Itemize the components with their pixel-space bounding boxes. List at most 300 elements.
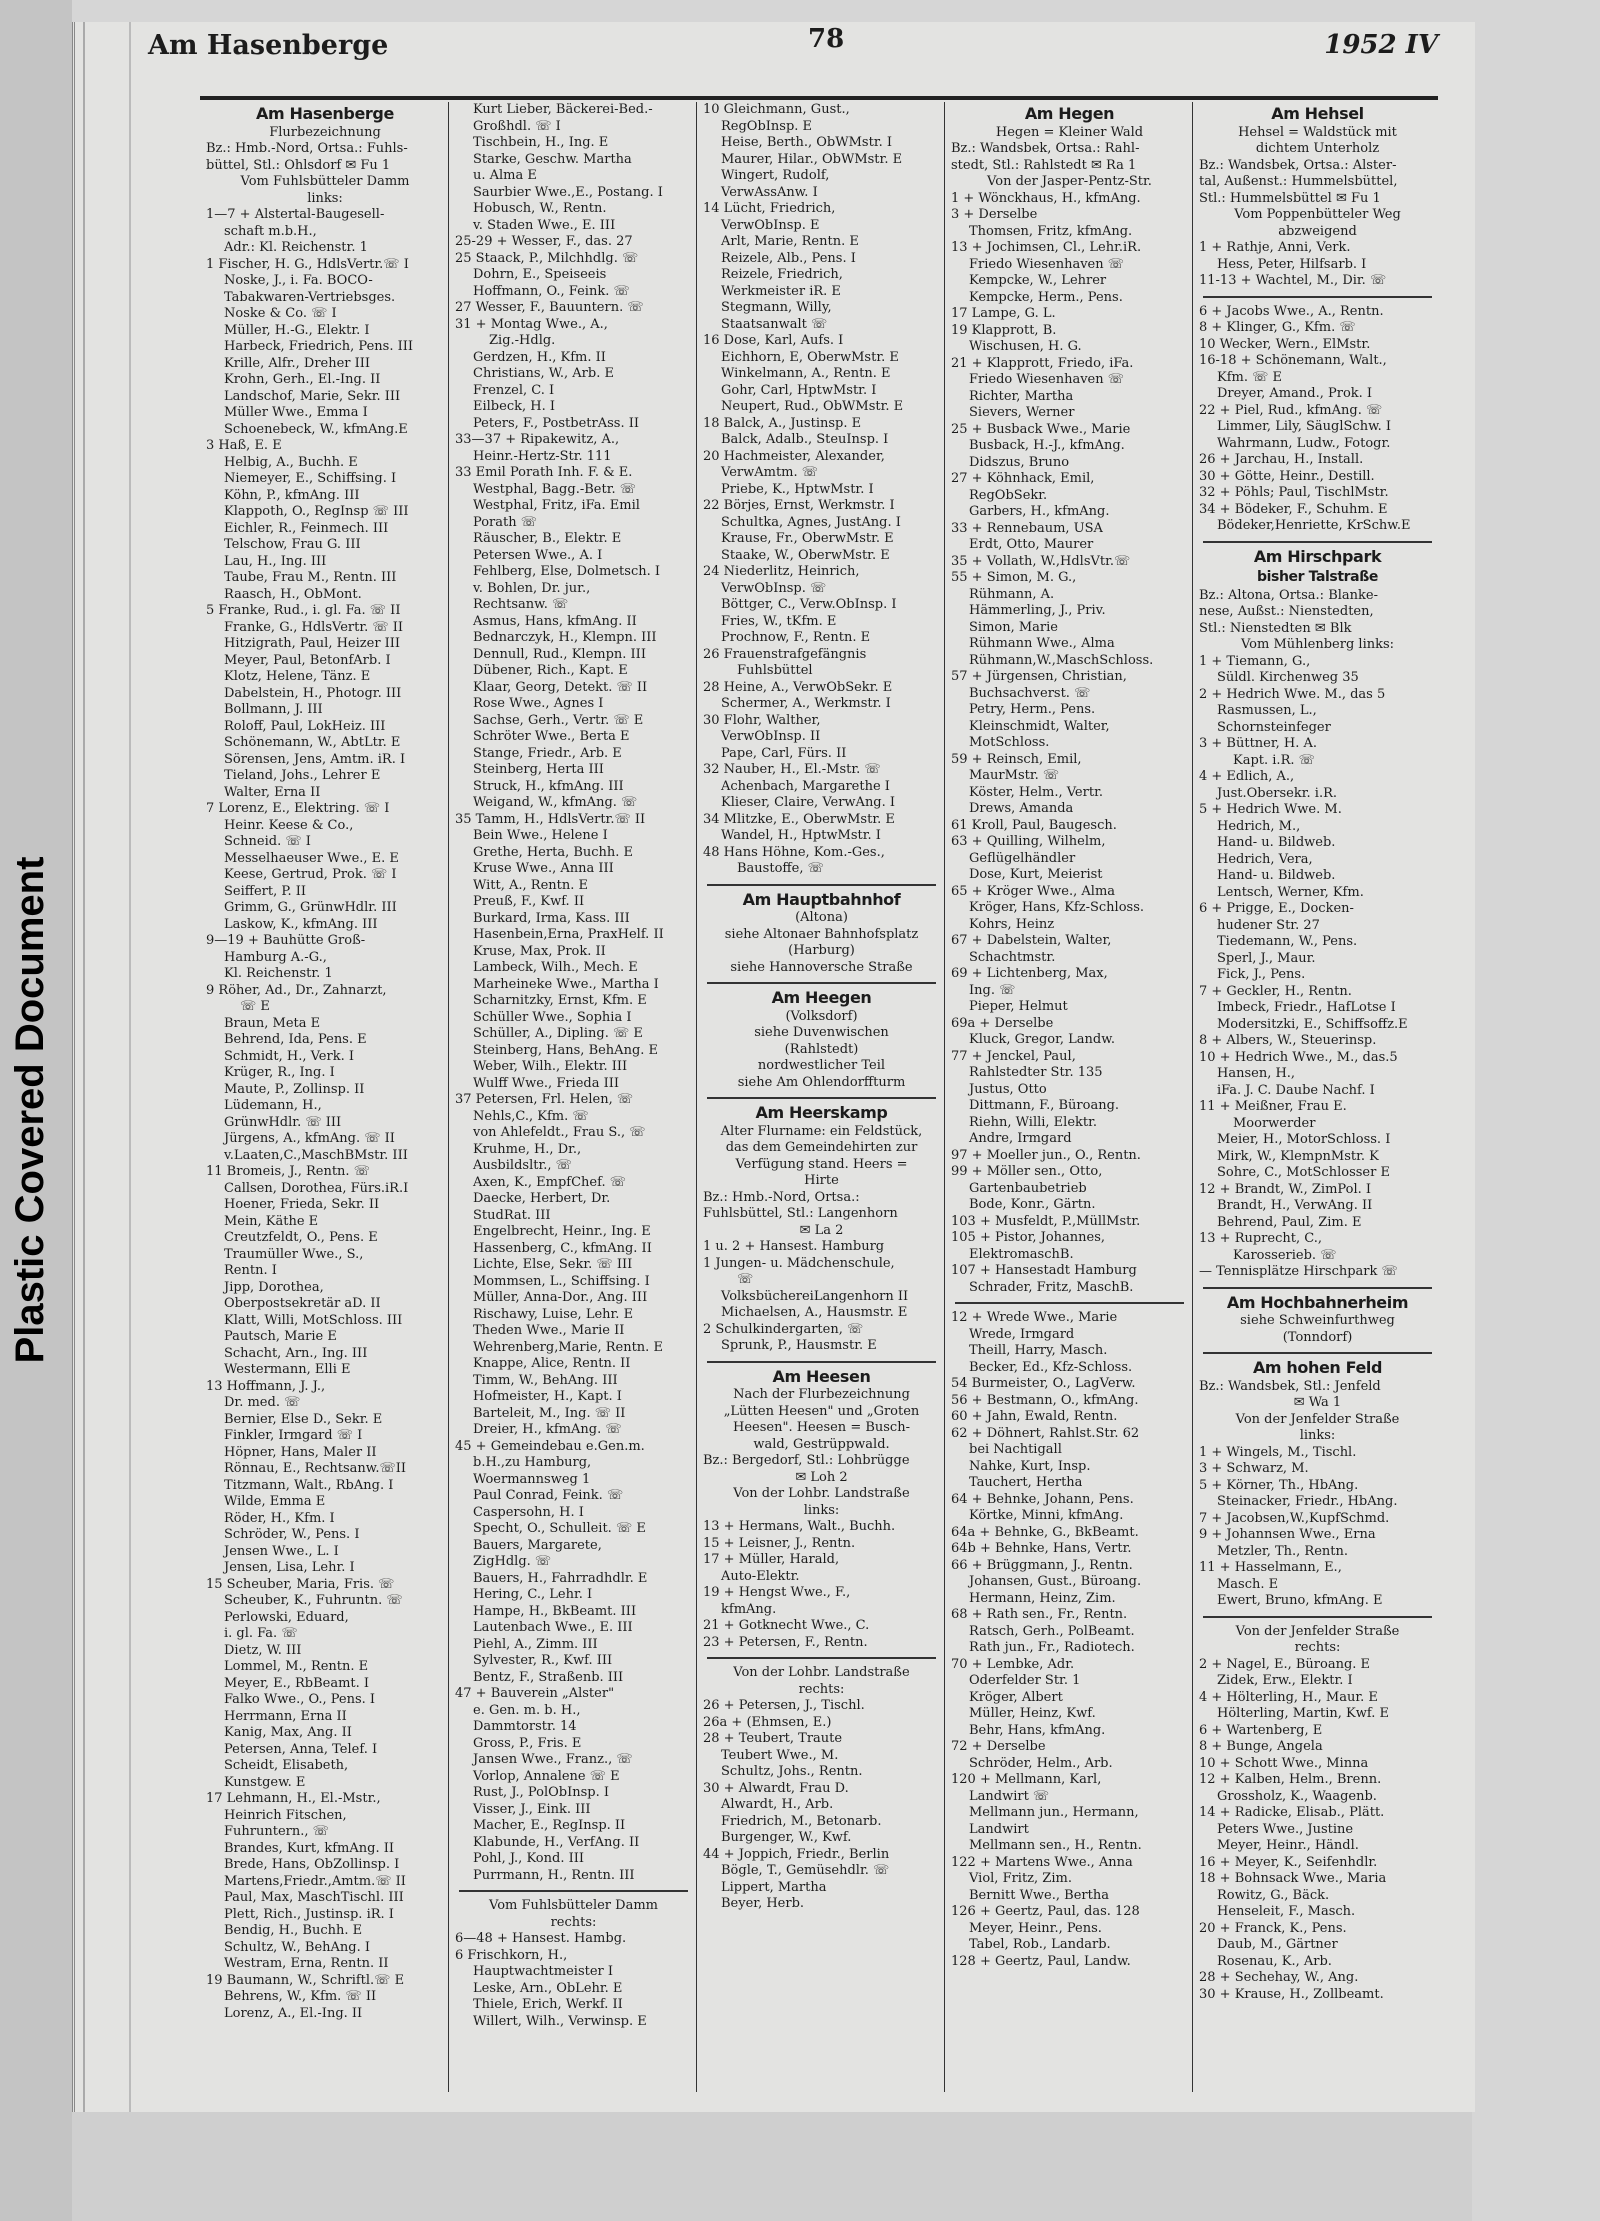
- resident-entry: Adr.: Kl. Reichenstr. 1: [224, 240, 368, 255]
- resident-entry: Schröder, Helm., Arb.: [969, 1755, 1113, 1771]
- house-number-entry: 69a + Derselbe: [951, 1015, 1054, 1031]
- house-number-entry: 1 Fischer, H. G., HdlsVertr.☏ I: [206, 256, 409, 272]
- resident-entry: Herrmann, Erna II: [224, 1708, 347, 1724]
- directory-column-2: [448, 102, 696, 2092]
- street-note: (Rahlstedt): [784, 1041, 859, 1057]
- resident-entry: Dabelstein, H., Photogr. III: [224, 685, 402, 701]
- resident-entry: Drews, Amanda: [969, 801, 1074, 816]
- house-number-entry: 10 Wecker, Wern., ElMstr.: [1199, 336, 1371, 352]
- house-number-entry: 33 Emil Porath Inh. F. & E.: [455, 465, 633, 480]
- resident-entry: Neupert, Rud., ObWMstr. E: [721, 399, 904, 414]
- house-number-entry: büttel, Stl.: Ohlsdorf ✉ Fu 1: [206, 157, 391, 173]
- resident-entry: Schüller Wwe., Sophia I: [473, 1009, 632, 1025]
- house-number-entry: 1 Jungen- u. Mädchenschule,: [703, 1255, 895, 1271]
- resident-entry: Thomsen, Fritz, kfmAng.: [969, 223, 1133, 239]
- resident-entry: Tischbein, H., Ing. E: [473, 135, 609, 150]
- resident-entry: Friedrich, M., Betonarb.: [721, 1813, 882, 1829]
- resident-entry: Westermann, Elli E: [224, 1362, 351, 1377]
- resident-entry: Rechtsanw. ☏: [473, 597, 569, 612]
- resident-entry: Creutzfeldt, O., Pens. E: [224, 1230, 378, 1245]
- resident-entry: Kempcke, Herm., Pens.: [969, 289, 1123, 305]
- resident-entry: Helbig, A., Buchh. E: [224, 454, 358, 470]
- resident-entry: Imbeck, Friedr., HafLotse I: [1217, 1000, 1396, 1015]
- house-number-entry: Stl.: Nienstedten ✉ Blk: [1199, 620, 1352, 636]
- resident-entry: Friedo Wiesenhaven ☏: [969, 372, 1125, 387]
- house-number-entry: 2 Schulkindergarten, ☏: [703, 1321, 864, 1337]
- house-number-entry: Bz.: Wandsbek, Stl.: Jenfeld: [1199, 1378, 1381, 1394]
- resident-entry: Rühmann,W.,MaschSchloss.: [969, 652, 1154, 668]
- resident-entry: Wilde, Emma E: [224, 1494, 326, 1509]
- resident-entry: Kleinschmidt, Walter,: [969, 718, 1110, 734]
- house-number-entry: 33—37 + Ripakewitz, A.,: [455, 432, 620, 447]
- resident-entry: Braun, Meta E: [224, 1015, 321, 1031]
- section-separator: [707, 884, 936, 886]
- resident-entry: Daub, M., Gärtner: [1217, 1937, 1338, 1952]
- house-number-entry: 1 u. 2 + Hansest. Hamburg: [703, 1239, 885, 1254]
- resident-entry: Oderfelder Str. 1: [969, 1673, 1081, 1688]
- resident-entry: MotSchloss.: [969, 735, 1050, 750]
- resident-entry: Jürgens, A., kfmAng. ☏ II: [224, 1131, 395, 1146]
- street-note: (Tonndorf): [1282, 1329, 1353, 1345]
- resident-entry: Sohre, C., MotSchlosser E: [1217, 1165, 1390, 1180]
- resident-entry-continuation: ☏ E: [240, 999, 270, 1014]
- resident-entry: Caspersohn, H. I: [473, 1504, 584, 1520]
- resident-entry: Sievers, Werner: [969, 405, 1075, 420]
- street-note: links:: [307, 190, 343, 206]
- house-number-entry: 18 + Bohnsack Wwe., Maria: [1199, 1871, 1387, 1886]
- resident-entry: i. gl. Fa. ☏: [224, 1626, 298, 1641]
- resident-entry: Kurt Lieber, Bäckerei-Bed.-: [473, 102, 653, 117]
- resident-entry: Keese, Gertrud, Prok. ☏ I: [224, 867, 397, 882]
- resident-entry: Limmer, Lily, SäuglSchw. I: [1217, 419, 1392, 434]
- resident-entry: ElektromaschB.: [969, 1246, 1074, 1262]
- resident-entry: Staatsanwalt ☏: [721, 316, 828, 332]
- house-number-entry: 47 + Bauverein „Alster": [455, 1686, 615, 1701]
- resident-entry: VerwObInsp. E: [721, 217, 820, 233]
- street-note: das dem Gemeindehirten zur: [725, 1140, 918, 1155]
- resident-entry: Mirk, W., KlempnMstr. K: [1217, 1148, 1379, 1164]
- resident-entry: Paul, Max, MaschTischl. III: [224, 1890, 404, 1905]
- resident-entry: Süldl. Kirchenweg 35: [1217, 670, 1359, 685]
- resident-entry: kfmAng.: [721, 1601, 777, 1617]
- resident-entry: Petry, Herm., Pens.: [969, 702, 1096, 717]
- house-number-entry: 64a + Behnke, G., BkBeamt.: [951, 1524, 1139, 1540]
- house-number-entry: 107 + Hansestadt Hamburg: [951, 1263, 1137, 1278]
- resident-entry: Meyer, Heinr., Pens.: [969, 1920, 1102, 1936]
- resident-entry: Frenzel, C. I: [473, 382, 555, 398]
- resident-entry: Ratsch, Gerh., PolBeamt.: [969, 1623, 1135, 1639]
- street-note: Vom Mühlenberg links:: [1240, 637, 1395, 652]
- house-number-entry: 59 + Reinsch, Emil,: [951, 751, 1082, 767]
- house-number-entry: 26a + (Ehmsen, E.): [703, 1714, 832, 1730]
- resident-entry: Arlt, Marie, Rentn. E: [721, 234, 859, 249]
- resident-entry: Hoffmann, O., Feink. ☏: [473, 283, 630, 299]
- house-number-entry: 20 + Franck, K., Pens.: [1199, 1920, 1347, 1936]
- resident-entry: Klotz, Helene, Tänz. E: [224, 669, 371, 684]
- house-number-entry: 19 + Hengst Wwe., F.,: [703, 1585, 851, 1600]
- resident-entry-continuation: Karosserieb. ☏: [1233, 1247, 1337, 1263]
- resident-entry: Mellmann sen., H., Rentn.: [969, 1838, 1142, 1853]
- resident-entry: Hand- u. Bildweb.: [1217, 868, 1336, 883]
- house-number-entry: stedt, Stl.: Rahlstedt ✉ Ra 1: [951, 157, 1137, 173]
- house-number-entry: 66 + Brüggmann, J., Rentn.: [951, 1557, 1133, 1573]
- resident-entry: Hand- u. Bildweb.: [1217, 835, 1336, 850]
- resident-entry: Burkard, Irma, Kass. III: [473, 910, 630, 926]
- resident-entry: Behr, Hans, kfmAng.: [969, 1722, 1106, 1738]
- house-number-entry: 34 Mlitzke, E., OberwMstr. E: [703, 811, 895, 827]
- street-note: siehe Duvenwischen: [754, 1025, 889, 1040]
- house-number-entry: 30 + Krause, H., Zollbeamt.: [1199, 1986, 1384, 2002]
- resident-entry: Zidek, Erw., Elektr. I: [1217, 1673, 1353, 1688]
- house-number-entry: 44 + Joppich, Friedr., Berlin: [703, 1846, 890, 1862]
- resident-entry: Hämmerling, J., Priv.: [969, 603, 1106, 618]
- resident-entry: Piehl, A., Zimm. III: [473, 1636, 598, 1652]
- resident-entry: Kluck, Gregor, Landw.: [969, 1032, 1115, 1047]
- resident-entry: Gohr, Carl, HptwMstr. I: [721, 382, 877, 398]
- house-number-entry: 10 + Hedrich Wwe., M., das.5: [1199, 1049, 1398, 1065]
- resident-entry: Gerdzen, H., Kfm. II: [473, 349, 606, 365]
- house-number-entry: 8 + Albers, W., Steuerinsp.: [1199, 1033, 1377, 1048]
- street-note: Heesen". Heesen = Busch-: [733, 1420, 910, 1435]
- resident-entry: Schüller, A., Dipling. ☏ E: [473, 1026, 643, 1041]
- resident-entry: Teubert Wwe., M.: [721, 1747, 839, 1763]
- resident-entry: Fuhruntern., ☏: [224, 1824, 329, 1839]
- resident-entry: Knappe, Alice, Rentn. II: [473, 1356, 631, 1371]
- resident-entry: VerwObInsp. II: [721, 729, 821, 744]
- resident-entry: Wulff Wwe., Frieda III: [473, 1075, 620, 1091]
- house-number-entry: 18 Balck, A., Justinsp. E: [703, 415, 862, 431]
- resident-entry: Müller Wwe., Emma I: [224, 405, 368, 420]
- house-number-entry: 1—7 + Alstertal-Baugesell-: [206, 207, 385, 222]
- house-number-entry: 68 + Rath sen., Fr., Rentn.: [951, 1607, 1128, 1622]
- resident-entry: Fehlberg, Else, Dolmetsch. I: [473, 564, 661, 579]
- resident-entry: Weigand, W., kfmAng. ☏: [473, 795, 638, 810]
- resident-entry: Brede, Hans, ObZollinsp. I: [224, 1857, 400, 1872]
- house-number-entry: 11 Bromeis, J., Rentn. ☏: [206, 1164, 370, 1179]
- resident-entry: Lommel, M., Rentn. E: [224, 1659, 369, 1674]
- house-number-entry: 1 + Wingels, M., Tischl.: [1199, 1444, 1357, 1460]
- resident-entry: VolksbüchereiLangenhorn II: [721, 1288, 909, 1304]
- house-number-entry: 6 + Wartenberg, E: [1199, 1722, 1323, 1738]
- house-number-entry: 6—48 + Hansest. Hambg.: [455, 1931, 627, 1946]
- resident-entry: Schachtmstr.: [969, 949, 1056, 965]
- resident-entry: Dreier, H., kfmAng. ☏: [473, 1422, 622, 1437]
- resident-entry: Jensen, Lisa, Lehr. I: [224, 1560, 355, 1575]
- resident-entry: Dose, Kurt, Meierist: [969, 867, 1103, 882]
- section-separator: [1203, 541, 1432, 543]
- resident-entry: Stange, Friedr., Arb. E: [473, 745, 622, 761]
- house-number-entry: 8 + Klinger, G., Kfm. ☏: [1199, 320, 1356, 335]
- resident-entry: Müller, Anna-Dor., Ang. III: [473, 1290, 648, 1305]
- resident-entry: Eichler, R., Feinmech. III: [224, 520, 389, 536]
- street-note: Vom Fuhlsbütteler Damm: [489, 1898, 658, 1913]
- resident-entry: Auto-Elektr.: [721, 1568, 800, 1584]
- house-number-entry: 126 + Geertz, Paul, das. 128: [951, 1904, 1140, 1919]
- directory-column-5: [1192, 102, 1440, 2092]
- resident-entry: Maurer, Hilar., ObWMstr. E: [721, 151, 903, 167]
- street-subheading: bisher Talstraße: [1257, 569, 1378, 585]
- resident-entry: Didszus, Bruno: [969, 454, 1070, 470]
- street-heading: Am Hochbahnerheim: [1226, 1292, 1409, 1312]
- resident-entry: Messelhaeuser Wwe., E. E: [224, 850, 399, 866]
- resident-entry: Oberpostsekretär aD. II: [224, 1296, 381, 1311]
- resident-entry: Bernier, Else D., Sekr. E: [224, 1411, 383, 1427]
- resident-entry: Dammtorstr. 14: [473, 1719, 577, 1734]
- house-number-entry: 32 Nauber, H., El.-Mstr. ☏: [703, 762, 881, 777]
- resident-entry: Stegmann, Willy,: [721, 300, 832, 315]
- resident-entry: Sylvester, R., Kwf. III: [473, 1653, 613, 1668]
- resident-entry: Pohl, J., Kond. III: [473, 1851, 584, 1866]
- street-note: links:: [803, 1502, 840, 1518]
- house-number-entry: Bz.: Bergedorf, Stl.: Lohbrügge: [703, 1453, 910, 1468]
- edge-label: Plastic Covered Document: [8, 856, 52, 1364]
- house-number-entry: 14 Lücht, Friedrich,: [703, 201, 836, 216]
- resident-entry: Dietz, W. III: [224, 1642, 302, 1658]
- resident-entry: Sörensen, Jens, Amtm. iR. I: [224, 751, 406, 767]
- street-note: siehe Hannoversche Straße: [730, 959, 913, 975]
- resident-entry: Rühmann Wwe., Alma: [969, 636, 1115, 651]
- resident-entry: Johansen, Gust., Büroang.: [969, 1574, 1142, 1589]
- resident-entry: Richter, Martha: [969, 388, 1074, 404]
- resident-entry: Hermann, Heinz, Zim.: [969, 1590, 1116, 1606]
- resident-entry: Kfm. ☏ E: [1217, 369, 1282, 385]
- house-number-entry: 55 + Simon, M. G.,: [951, 570, 1077, 585]
- house-number-entry: 4 + Hölterling, H., Maur. E: [1199, 1689, 1378, 1705]
- resident-entry: Timm, W., BehAng. III: [473, 1372, 618, 1388]
- resident-entry: Bauers, Margarete,: [473, 1537, 602, 1553]
- street-note: Von der Jenfelder Straße: [1235, 1411, 1400, 1427]
- resident-entry: Hobusch, W., Rentn.: [473, 201, 607, 216]
- resident-entry: Becker, Ed., Kfz-Schloss.: [969, 1359, 1133, 1375]
- resident-entry: Gross, P., Fris. E: [473, 1735, 582, 1751]
- house-number-entry: Bz.: Altona, Ortsa.: Blanke-: [1199, 587, 1378, 603]
- page-number: 78: [808, 24, 845, 54]
- resident-entry: Laskow, K., kfmAng. III: [224, 916, 378, 932]
- resident-entry: Landwirt ☏: [969, 1788, 1050, 1804]
- binding-gutter: [83, 22, 131, 2112]
- resident-entry: Müller, Heinz, Kwf.: [969, 1706, 1096, 1721]
- house-number-entry: 34 + Bödeker, F., Schuhm. E: [1199, 501, 1388, 517]
- section-separator: [707, 1097, 936, 1099]
- resident-entry: Westram, Erna, Rentn. II: [224, 1956, 389, 1971]
- resident-entry: Schultz, W., BehAng. I: [224, 1939, 371, 1955]
- house-number-entry: 16 + Meyer, K., Seifenhdlr.: [1199, 1854, 1378, 1870]
- resident-entry: Kröger, Albert: [969, 1689, 1063, 1705]
- resident-entry: Petersen, Anna, Telef. I: [224, 1741, 378, 1757]
- resident-entry: Tauchert, Hertha: [969, 1475, 1083, 1490]
- resident-entry: Hölterling, Martin, Kwf. E: [1217, 1706, 1389, 1721]
- house-number-entry: 103 + Musfeldt, P.,MüllMstr.: [951, 1213, 1141, 1229]
- resident-entry: Wischusen, H. G.: [969, 339, 1082, 354]
- resident-entry: Schultz, Johs., Rentn.: [721, 1764, 863, 1779]
- house-number-entry: 4 + Edlich, A.,: [1199, 769, 1295, 784]
- resident-entry: Hering, C., Lehr. I: [473, 1587, 593, 1602]
- resident-entry: Willert, Wilh., Verwinsp. E: [473, 2013, 647, 2029]
- house-number-entry: 14 + Radicke, Elisab., Plätt.: [1199, 1805, 1385, 1820]
- resident-entry: Nehls,C., Kfm. ☏: [473, 1108, 589, 1124]
- resident-entry: Harbeck, Friedrich, Pens. III: [224, 339, 414, 354]
- resident-entry: Wrede, Irmgard: [969, 1326, 1075, 1342]
- house-number-entry: 128 + Geertz, Paul, Landw.: [951, 1953, 1131, 1969]
- resident-entry: Visser, J., Eink. III: [473, 1801, 591, 1817]
- resident-entry: Eilbeck, H. I: [473, 399, 555, 414]
- resident-entry: Mellmann jun., Hermann,: [969, 1805, 1139, 1820]
- house-number-entry: 19 Baumann, W., Schriftl.☏ E: [206, 1972, 405, 1988]
- resident-entry-continuation: Kapt. i.R. ☏: [1233, 752, 1315, 768]
- street-note: (Volksdorf): [785, 1008, 858, 1024]
- resident-entry: VerwObInsp. ☏: [721, 580, 827, 596]
- resident-entry: Viol, Fritz, Zim.: [969, 1871, 1072, 1886]
- resident-entry: Macher, E., RegInsp. II: [473, 1818, 626, 1833]
- house-number-entry: 31 + Montag Wwe., A.,: [455, 316, 608, 332]
- resident-entry: Michaelsen, A., Hausmstr. E: [721, 1305, 908, 1320]
- resident-entry: Finkler, Irmgard ☏ I: [224, 1428, 363, 1443]
- resident-entry: Krille, Alfr., Dreher III: [224, 355, 371, 371]
- running-head-street: Am Hasenberge: [148, 30, 389, 61]
- resident-entry: Jensen Wwe., L. I: [224, 1543, 339, 1559]
- resident-entry: Höpner, Hans, Maler II: [224, 1444, 377, 1460]
- resident-entry: Andre, Irmgard: [969, 1131, 1072, 1146]
- house-number-entry: 64b + Behnke, Hans, Vertr.: [951, 1541, 1132, 1556]
- section-separator: [1203, 296, 1432, 298]
- section-separator: [459, 1890, 688, 1892]
- resident-entry: Klappoth, O., RegInsp ☏ III: [224, 504, 409, 519]
- resident-entry: Meyer, Heinr., Händl.: [1217, 1838, 1359, 1853]
- house-number-entry: 77 + Jenckel, Paul,: [951, 1048, 1076, 1064]
- house-number-entry: 27 + Köhnhack, Emil,: [951, 471, 1095, 486]
- resident-entry: Schoenebeck, W., kfmAng.E: [224, 421, 408, 437]
- house-number-entry: 7 Lorenz, E., Elektring. ☏ I: [206, 801, 390, 816]
- resident-entry: Callsen, Dorothea, Fürs.iR.I: [224, 1180, 409, 1196]
- house-number-entry: 3 + Schwarz, M.: [1199, 1461, 1309, 1476]
- street-heading: Am Hegen: [1024, 104, 1115, 123]
- resident-entry: Röder, H., Kfm. I: [224, 1510, 335, 1526]
- resident-entry: Taube, Frau M., Rentn. III: [224, 570, 397, 585]
- house-number-entry: 5 + Körner, Th., HbAng.: [1199, 1477, 1359, 1493]
- street-note: dichtem Unterholz: [1255, 141, 1380, 156]
- resident-entry-continuation: Baustoffe, ☏: [737, 861, 824, 876]
- house-number-entry: 54 Burmeister, O., LagVerw.: [951, 1376, 1136, 1391]
- house-number-entry: tal, Außenst.: Hummelsbüttel,: [1199, 174, 1398, 189]
- resident-entry: Niemeyer, E., Schiffsing. I: [224, 471, 397, 486]
- resident-entry: Bauers, H., Fahrradhdlr. E: [473, 1570, 648, 1586]
- resident-entry: Justus, Otto: [969, 1081, 1047, 1097]
- resident-entry: Titzmann, Walt., RbAng. I: [224, 1477, 394, 1493]
- resident-entry: Christians, W., Arb. E: [473, 366, 614, 381]
- house-number-entry: Stl.: Hummelsbüttel ✉ Fu 1: [1199, 190, 1381, 206]
- house-number-entry: 48 Hans Höhne, Kom.-Ges.,: [703, 844, 885, 860]
- resident-entry: Klatt, Willi, MotSchloss. III: [224, 1312, 403, 1328]
- house-number-entry: 11 + Hasselmann, E.,: [1199, 1560, 1342, 1575]
- section-separator: [707, 1361, 936, 1363]
- house-number-entry: 15 Scheuber, Maria, Fris. ☏: [206, 1576, 395, 1592]
- directory-column-3: [696, 102, 944, 2092]
- house-number-entry: 9 + Johannsen Wwe., Erna: [1199, 1527, 1376, 1542]
- resident-entry: Westphal, Bagg.-Betr. ☏: [473, 481, 637, 497]
- house-number-entry: 2 + Nagel, E., Büroang. E: [1199, 1656, 1371, 1672]
- resident-entry: Dübener, Rich., Kapt. E: [473, 663, 628, 678]
- resident-entry: Barteleit, M., Ing. ☏ II: [473, 1405, 626, 1421]
- street-note: Hehsel = Waldstück mit: [1238, 124, 1397, 140]
- house-number-entry: 67 + Dabelstein, Walter,: [951, 933, 1112, 948]
- resident-entry: Theden Wwe., Marie II: [473, 1323, 625, 1338]
- house-number-entry: 21 + Gotknecht Wwe., C.: [703, 1618, 870, 1633]
- house-number-entry: 64 + Behnke, Johann, Pens.: [951, 1491, 1134, 1507]
- resident-entry: Tiedemann, W., Pens.: [1217, 934, 1358, 949]
- resident-entry: Peters Wwe., Justine: [1217, 1821, 1354, 1837]
- street-note: Vom Poppenbütteler Weg: [1234, 207, 1401, 222]
- house-number-entry: 21 + Klapprott, Friedo, iFa.: [951, 355, 1134, 371]
- resident-entry: Wahrmann, Ludw., Fotogr.: [1217, 435, 1391, 451]
- resident-entry: Behrend, Ida, Pens. E: [224, 1032, 367, 1047]
- directory-columns: [200, 102, 1440, 2092]
- resident-entry: Traumüller Wwe., S.,: [224, 1246, 364, 1262]
- resident-entry: Rühmann, A.: [969, 586, 1055, 602]
- street-note: rechts:: [550, 1914, 597, 1930]
- house-number-entry: 7 + Geckler, H., Rentn.: [1199, 983, 1352, 999]
- resident-entry: Grimm, G., GrünwHdlr. III: [224, 900, 397, 915]
- house-number-entry: Fuhlsbüttel, Stl.: Langenhorn: [703, 1206, 898, 1221]
- resident-entry: Henseleit, F., Masch.: [1217, 1904, 1356, 1919]
- resident-entry: Rentn. I: [224, 1263, 277, 1278]
- resident-entry: ZigHdlg. ☏: [473, 1554, 552, 1569]
- resident-entry: Tieland, Johs., Lehrer E: [224, 768, 381, 783]
- resident-entry: v. Staden Wwe., E. III: [473, 217, 616, 233]
- resident-entry: Bendig, H., Buchh. E: [224, 1923, 363, 1938]
- resident-entry: Landwirt: [969, 1821, 1029, 1837]
- resident-entry: Noske, J., i. Fa. BOCO-: [224, 273, 373, 288]
- resident-entry: Kunstgew. E: [224, 1774, 306, 1790]
- resident-entry: Hedrich, Vera,: [1217, 851, 1313, 867]
- resident-entry: Tabakwaren-Vertriebsges.: [224, 289, 396, 305]
- resident-entry: Winkelmann, A., Rentn. E: [721, 366, 891, 381]
- house-number-entry: 45 + Gemeindebau e.Gen.m.: [455, 1438, 645, 1454]
- resident-entry: Maute, P., Zollinsp. II: [224, 1081, 365, 1097]
- resident-entry: Meyer, Paul, BetonfArb. I: [224, 652, 391, 668]
- running-head: [148, 24, 1438, 72]
- house-number-entry: 11 + Meißner, Frau E.: [1199, 1099, 1347, 1114]
- resident-entry: Bögle, T., Gemüsehdlr. ☏: [721, 1863, 890, 1878]
- resident-entry: Simon, Marie: [969, 619, 1058, 635]
- house-number-entry: 12 + Kalben, Helm., Brenn.: [1199, 1772, 1382, 1787]
- resident-entry: Just.Obersekr. i.R.: [1217, 785, 1338, 801]
- resident-entry: Scharnitzky, Ernst, Kfm. E: [473, 993, 647, 1008]
- resident-entry: Modersitzki, E., Schiffsoffz.E: [1217, 1016, 1408, 1032]
- house-number-entry: 15 + Leisner, J., Rentn.: [703, 1535, 856, 1551]
- house-number-entry: 6 + Jacobs Wwe., A., Rentn.: [1199, 303, 1384, 319]
- street-note: rechts:: [798, 1681, 845, 1697]
- house-number-entry: 25 + Busback Wwe., Marie: [951, 421, 1131, 437]
- house-number-entry: 57 + Jürgensen, Christian,: [951, 669, 1127, 684]
- resident-entry: Schneid. ☏ I: [224, 834, 311, 849]
- house-number-entry: 22 + Piel, Rud., kfmAng. ☏: [1199, 402, 1383, 418]
- resident-entry: Wandel, H., HptwMstr. I: [721, 828, 881, 843]
- street-note: Flurbezeichnung: [269, 124, 381, 140]
- scanner-edge-strip: [0, 0, 72, 2221]
- resident-entry: Asmus, Hans, kfmAng. II: [473, 613, 637, 629]
- resident-entry: Lentsch, Werner, Kfm.: [1217, 884, 1364, 900]
- resident-entry: Krause, Fr., OberwMstr. E: [721, 531, 894, 546]
- resident-entry: u. Alma E: [473, 168, 537, 183]
- house-number-entry: 28 + Sechehay, W., Ang.: [1199, 1970, 1359, 1985]
- resident-entry: Dittmann, F., Büroang.: [969, 1098, 1120, 1113]
- resident-entry: Steinacker, Friedr., HbAng.: [1217, 1494, 1398, 1509]
- street-note: ✉ Wa 1: [1293, 1395, 1342, 1410]
- resident-entry: Heinr. Keese & Co.,: [224, 817, 354, 833]
- house-number-entry: nese, Außst.: Nienstedten,: [1199, 604, 1374, 619]
- resident-entry: GrünwHdlr. ☏ III: [224, 1114, 342, 1130]
- resident-entry-continuation: Fuhlsbüttel: [737, 663, 813, 678]
